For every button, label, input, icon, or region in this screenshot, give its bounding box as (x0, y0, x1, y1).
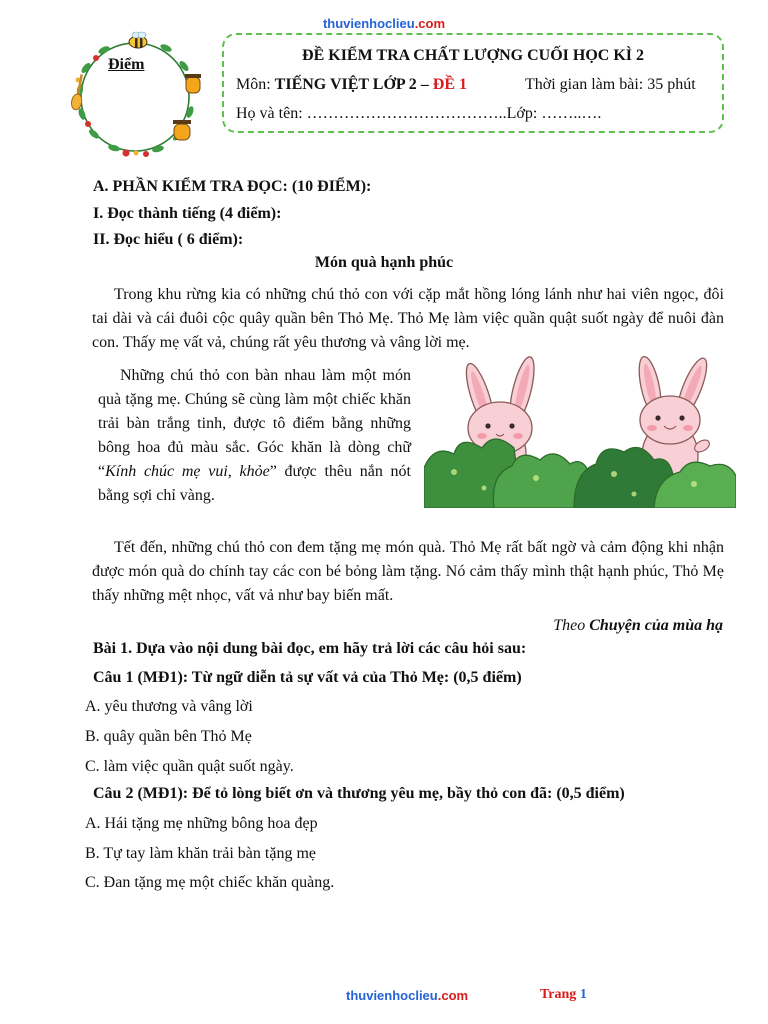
story-source: Theo Chuyện của mùa hạ (553, 617, 723, 634)
exam-time: Thời gian làm bài: 35 phút (525, 76, 696, 93)
exam-subject: Môn: TIẾNG VIỆT LỚP 2 – ĐỀ 1 (236, 76, 468, 93)
story-paragraph-2: Những chú thỏ con bàn nhau làm một món quà tặng mẹ. Chúng sẽ cùng làm một chiếc khăn trải bàn trắng tinh, được tô điểm bằng những bông hoa đủ màu sắc. Góc khăn là dòng chữ “Kính chúc mẹ vui, khỏe” được thêu nắn nót bằng sợi chỉ vàng. (98, 367, 411, 504)
question-1-option-a[interactable]: A. yêu thương và vâng lời (85, 698, 253, 715)
question-2-option-a[interactable]: A. Hái tặng mẹ những bông hoa đẹp (85, 815, 318, 832)
question-1-option-b[interactable]: B. quây quần bên Thỏ Mẹ (85, 728, 252, 745)
exam-code: ĐỀ 1 (428, 76, 468, 93)
question-2-option-c[interactable]: C. Đan tặng mẹ một chiếc khăn quàng. (85, 874, 335, 891)
student-name-line: Họ và tên: ………………………………..Lớp: ……..…. (236, 105, 602, 122)
question-1: Câu 1 (MĐ1): Từ ngữ diễn tả sự vất vả của Thỏ Mẹ: (0,5 điểm) (93, 669, 522, 686)
rabbits-illustration (424, 356, 736, 508)
question-1-option-c[interactable]: C. làm việc quần quật suốt ngày. (85, 758, 294, 775)
story-title: Món quà hạnh phúc (314, 254, 454, 271)
page-number: Trang 1 (540, 987, 587, 1002)
score-label: Điểm (108, 56, 145, 73)
flower-wreath-illustration (66, 28, 204, 166)
exam-header-box (222, 33, 724, 133)
site-watermark-footer: thuvienhoclieu.com (346, 988, 469, 1003)
exercise-title: Bài 1. Dựa vào nội dung bài đọc, em hãy trả lời các câu hỏi sau: (93, 640, 527, 657)
section-a-heading: A. PHẦN KIỂM TRA ĐỌC: (10 ĐIỂM): (93, 178, 372, 195)
exam-title: ĐỀ KIỂM TRA CHẤT LƯỢNG CUỐI HỌC KÌ 2 (302, 47, 644, 64)
site-watermark-top: thuvienhoclieu.com (322, 16, 446, 31)
question-2-option-b[interactable]: B. Tự tay làm khăn trải bàn tặng mẹ (85, 845, 316, 862)
section-ii-heading: II. Đọc hiểu ( 6 điểm): (93, 231, 244, 248)
story-paragraph-3: Tết đến, những chú thỏ con đem tặng mẹ món quà. Thỏ Mẹ rất bất ngờ và cảm động khi nhận được món quà do chính tay các con bé bỏng làm tặng. Nó cảm thấy mình thật hạnh phúc, Thỏ Mẹ thấy những mệt nhọc, vất vả như bay biến mất. (92, 539, 724, 604)
quoted-embroidery-text: Kính chúc mẹ vui, khỏe (105, 463, 270, 480)
story-paragraph-1: Trong khu rừng kia có những chú thỏ con với cặp mắt hồng lóng lánh như hai viên ngọc, đôi tai dài và cái đuôi cộc quây quần bên Thỏ Mẹ. Thỏ Mẹ làm việc quần quật suốt ngày để nuôi đàn con. Thấy mẹ vất vả, chúng rất yêu thương và vâng lời mẹ. (92, 286, 724, 351)
question-2: Câu 2 (MĐ1): Để tỏ lòng biết ơn và thương yêu mẹ, bầy thỏ con đã: (0,5 điểm) (93, 785, 625, 802)
section-i-heading: I. Đọc thành tiếng (4 điểm): (93, 205, 282, 222)
